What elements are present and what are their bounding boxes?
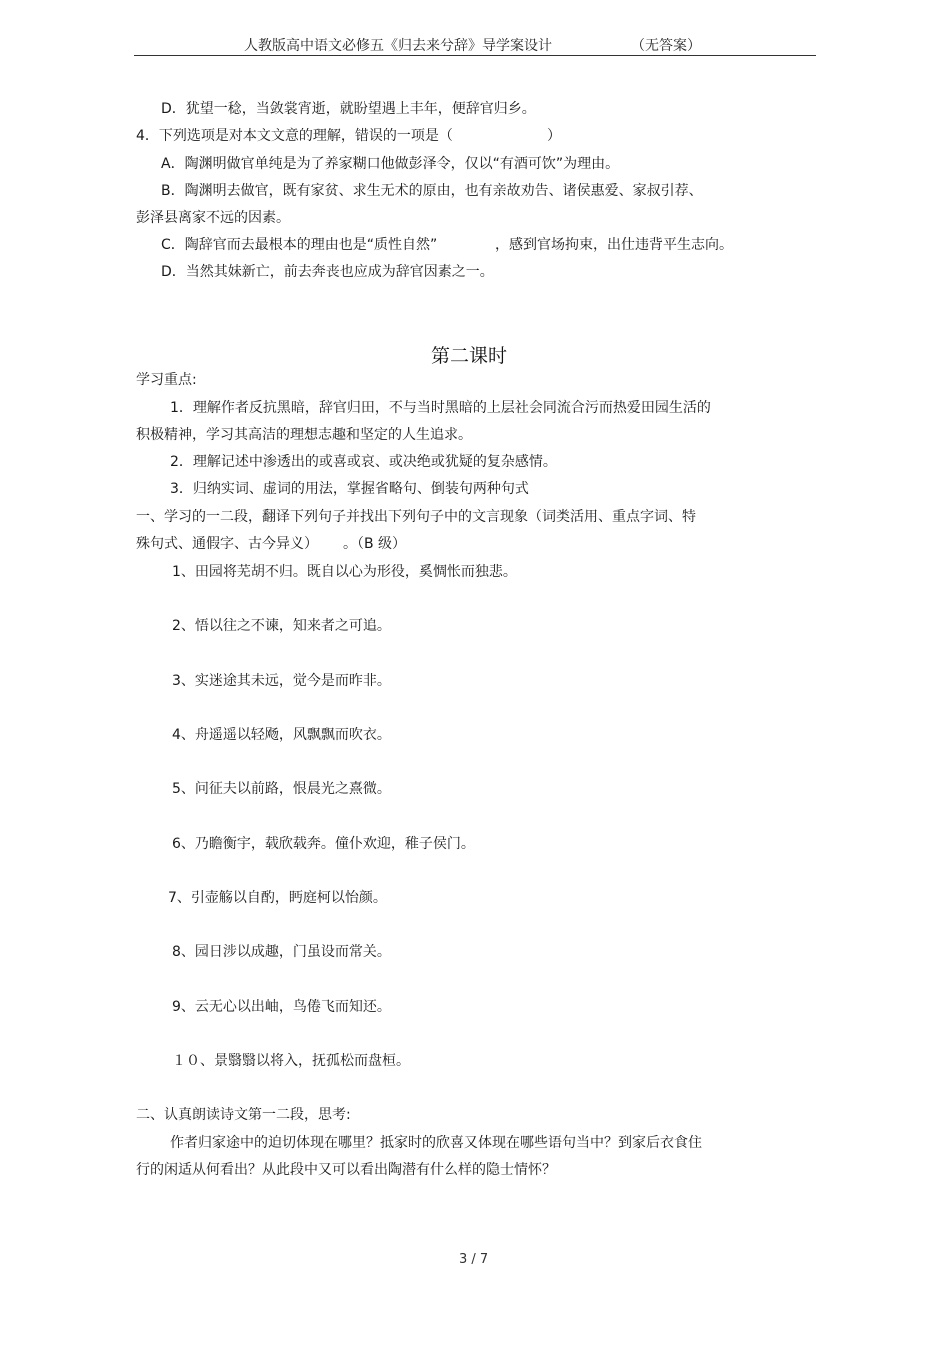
- sentence-item: 3、实迷途其未远，觉今是而昨非。: [172, 673, 391, 689]
- header-title: 人教版高中语文必修五《归去来兮辞》导学案设计: [244, 38, 552, 54]
- section2-heading: 二、认真朗读诗文第一二段，思考:: [136, 1107, 351, 1123]
- focus-item-1-line1: 1．理解作者反抗黑暗，辞官归田，不与当时黑暗的上层社会同流合污而热爱田园生活的: [170, 400, 711, 416]
- sentence-item: 7、引壶觞以自酌，眄庭柯以怡颜。: [168, 890, 387, 906]
- section1-heading-line2a: 殊句式、通假字、古今异义）: [136, 536, 318, 552]
- q4-option-b-line2: 彭泽县离家不远的因素。: [136, 210, 290, 226]
- sentence-item: 9、云无心以出岫，鸟倦飞而知还。: [172, 999, 391, 1015]
- header-note: （无答案）: [631, 38, 701, 54]
- header-rule: [134, 55, 816, 56]
- q4-option-b-line1: B．陶渊明去做官，既有家贫、求生无术的原由，也有亲故劝告、诸侯惠爱、家叔引荐、: [161, 183, 703, 199]
- lesson-title: 第二课时: [431, 345, 508, 367]
- page-number: 3 / 7: [459, 1252, 489, 1267]
- focus-item-3: 3．归纳实词、虚词的用法，掌握省略句、倒装句两种句式: [170, 481, 529, 497]
- sentence-item: 1、田园将芜胡不归。既自以心为形役，奚惆怅而独悲。: [172, 564, 517, 580]
- sentence-item: 2、悟以往之不谏，知来者之可追。: [172, 618, 391, 634]
- focus-label: 学习重点:: [136, 372, 197, 388]
- q4-option-c-part2: ，感到官场拘束，出仕违背平生志向。: [495, 237, 733, 253]
- sentence-item: 4、舟遥遥以轻飏，风飘飘而吹衣。: [172, 727, 391, 743]
- q4-stem: 4．下列选项是对本文文意的理解，错误的一项是（: [136, 128, 453, 144]
- q4-option-c-part1: C．陶辞官而去最根本的理由也是“质性自然”: [161, 237, 438, 253]
- q4-option-d: D．当然其妹新亡，前去奔丧也应成为辞官因素之一。: [161, 264, 494, 280]
- sentence-item: 5、问征夫以前路，恨晨光之熹微。: [172, 781, 391, 797]
- section2-question-line1: 作者归家途中的迫切体现在哪里？抵家时的欣喜又体现在哪些语句当中？到家后衣食住: [170, 1135, 702, 1151]
- focus-item-1-line2: 积极精神，学习其高洁的理想志趣和坚定的人生追求。: [136, 427, 472, 443]
- sentence-item: 6、乃瞻衡宇，载欣载奔。僮仆欢迎，稚子侯门。: [172, 836, 475, 852]
- section2-question-line2: 行的闲适从何看出？从此段中又可以看出陶潜有什么样的隐士情怀？: [136, 1162, 556, 1178]
- section1-heading-line2b: 。（B 级）: [343, 536, 407, 552]
- sentence-item: 8、园日涉以成趣，门虽设而常关。: [172, 944, 391, 960]
- sentence-item: １０、景翳翳以将入，抚孤松而盘桓。: [172, 1053, 410, 1069]
- q4-stem-close: ）: [547, 128, 561, 144]
- q3-option-d: D．犹望一稔，当敛裳宵逝，就盼望遇上丰年，便辞官归乡。: [161, 101, 536, 117]
- section1-heading-line1: 一、学习的一二段，翻译下列句子并找出下列句子中的文言现象（词类活用、重点字词、特: [136, 509, 696, 525]
- focus-item-2: 2．理解记述中渗透出的或喜或哀、或决绝或犹疑的复杂感情。: [170, 454, 557, 470]
- q4-option-a: A．陶渊明做官单纯是为了养家糊口他做彭泽令，仅以“有酒可饮”为理由。: [161, 156, 620, 172]
